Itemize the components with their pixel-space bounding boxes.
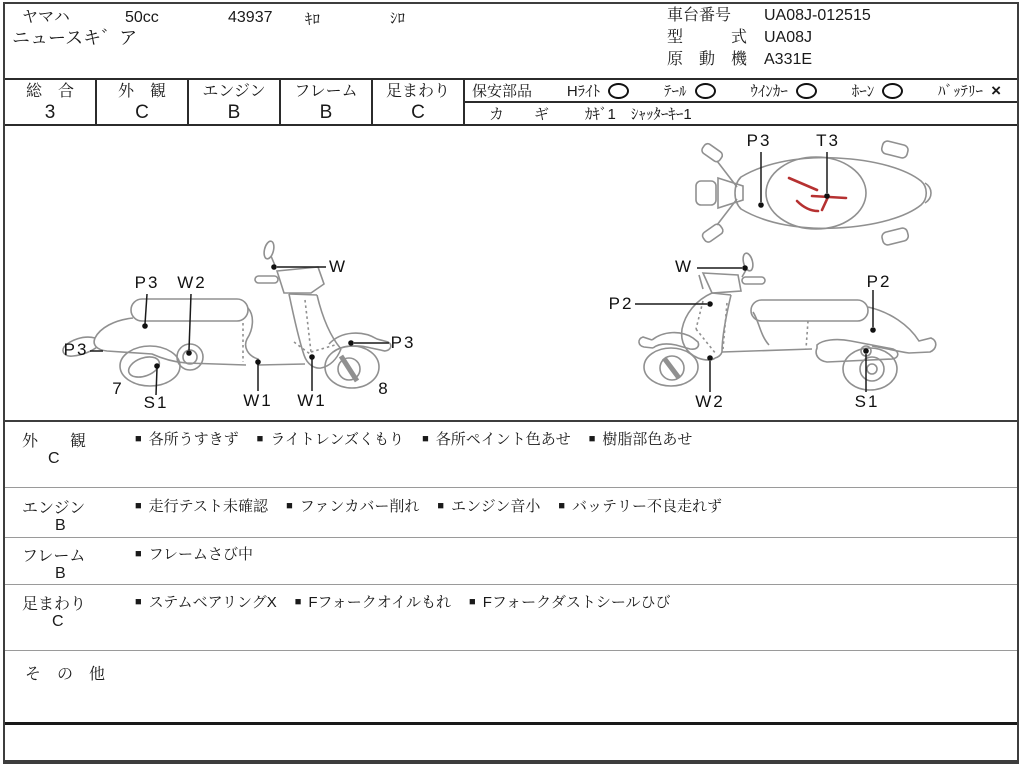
mileage-value: 43937 [228,9,273,26]
safety-part-name: ﾎｰﾝ [851,83,875,100]
grade-value: C [411,102,425,123]
damage-marker: P3 [746,131,772,150]
grade-value: B [319,102,333,123]
defect-item: ■ ライトレンズくもり [256,431,405,448]
safety-part-name: ｳｲﾝｶｰ [750,83,788,100]
model-code-label: 型 式 [667,29,748,46]
wheel-number-label: 8 [378,379,390,398]
row-label-other: そ の 他 [25,666,106,683]
defect-item: ■ 各所ペイント色あせ [422,431,571,448]
safety-part [664,80,716,101]
safety-parts-row [465,80,1017,103]
safety-part-name: ﾊﾞｯﾃﾘｰ [938,83,984,100]
damage-marker: P2 [608,294,634,313]
row-grade: B [55,565,66,582]
divider [5,584,1017,585]
defect-list [135,495,722,516]
marker-leader-lines [90,152,873,395]
divider [5,487,1017,488]
grade-value: C [135,102,149,123]
black-square-bullet-icon: ■ [135,500,142,512]
defect-item: ■ ファンカバー削れ [286,498,420,515]
damage-marker: P2 [866,272,892,291]
defect-item: ■ Fフォークオイルもれ [294,594,452,611]
model-name: ニュースキ゛ア [12,28,138,48]
ng-cross-icon: × [991,81,1001,100]
damage-marker: W [328,257,348,276]
grade-label: エンジン [202,83,266,100]
displacement: 50cc [125,9,159,26]
grade-value: B [227,102,241,123]
key-row [465,103,1017,124]
defect-item: ■ ステムベアリングX [135,594,277,611]
black-square-bullet-icon: ■ [135,596,142,608]
damage-marker: P3 [390,333,416,352]
row-grade: B [55,517,66,534]
damage-marker: T3 [816,131,840,150]
body-color: ｼﾛ [390,10,406,27]
grade-cell-engine [189,80,281,124]
black-square-bullet-icon: ■ [422,433,429,445]
row-label-exterior: 外 観 [22,433,87,450]
seat-damage-marks [789,178,846,211]
safety-part-name: ﾃｰﾙ [664,83,687,100]
ok-circle-icon [882,83,903,99]
defect-item: ■ Fフォークダストシールひび [469,594,671,611]
defect-item: ■ 樹脂部色あせ [588,431,693,448]
grade-cell-exterior [97,80,189,124]
engine-code-label: 原 動 機 [667,51,748,68]
chassis-number-value: UA08J-012515 [764,7,871,24]
key-value: ｶｷﾞ1 ｼｬｯﾀｰｷｰ1 [585,106,692,123]
safety-part [852,80,904,101]
model-code-value: UA08J [764,29,813,46]
safety-part [567,80,629,101]
black-square-bullet-icon: ■ [558,500,565,512]
black-square-bullet-icon: ■ [135,548,142,560]
scooter-top-view-sketch [696,140,931,246]
grade-table [5,78,1017,126]
row-grade: C [48,450,60,467]
safety-part-name: Hﾗｲﾄ [566,83,601,100]
defect-item: ■ エンジン音小 [437,498,541,515]
black-square-bullet-icon: ■ [286,500,293,512]
black-square-bullet-icon: ■ [588,433,596,445]
safety-part [938,80,1001,101]
divider [5,420,1017,422]
ok-circle-icon [608,83,629,99]
safety-part [750,80,817,101]
black-square-bullet-icon: ■ [437,500,445,512]
damage-marker: W1 [297,391,327,410]
damage-marker: P3 [134,273,160,292]
damage-marker: W [674,257,694,276]
wheel-number-label: 7 [112,379,124,398]
defect-list [135,591,671,612]
grade-label: フレーム [294,83,358,100]
damage-marker: W2 [177,273,207,292]
ok-circle-icon [796,83,817,99]
defect-item: ■ 各所うすきず [135,431,239,448]
grade-cell-undercarriage [373,80,465,124]
safety-parts-box [465,80,1017,124]
defect-list [135,543,253,564]
row-label-engine: エンジン [22,500,86,517]
damage-marker: S1 [854,392,880,411]
divider [5,722,1017,725]
defect-list [135,428,692,449]
damage-marker: W1 [243,391,273,410]
row-grade: C [52,613,64,630]
maker-name: ヤマハ [22,9,70,26]
grade-label: 足まわり [385,83,450,100]
defect-item: ■ フレームさび中 [135,546,254,563]
mileage-unit: ｷﾛ [305,11,321,28]
black-square-bullet-icon: ■ [294,596,302,608]
key-label: カ ギ [489,106,550,123]
row-label-undercarriage: 足まわり [22,596,87,613]
chassis-number-label: 車台番号 [667,7,732,24]
grade-cell-total [5,80,97,124]
black-square-bullet-icon: ■ [256,433,264,445]
damage-marker: P3 [63,340,89,359]
grade-label: 総 合 [25,83,74,100]
divider [5,650,1017,651]
ok-circle-icon [695,83,716,99]
engine-code-value: A331E [764,51,813,68]
damage-marker: S1 [143,393,169,412]
defect-item: ■ バッテリー不良走れず [558,498,723,515]
divider [5,537,1017,538]
damage-marker: W2 [695,392,725,411]
grade-label: 外 観 [117,83,166,100]
safety-parts-title: 保安部品 [472,83,533,100]
row-label-frame: フレーム [22,548,86,565]
black-square-bullet-icon: ■ [135,433,142,445]
grade-cell-frame [281,80,373,124]
grade-value: 3 [44,102,56,123]
black-square-bullet-icon: ■ [469,596,476,608]
defect-item: ■ 走行テスト未確認 [135,498,269,515]
